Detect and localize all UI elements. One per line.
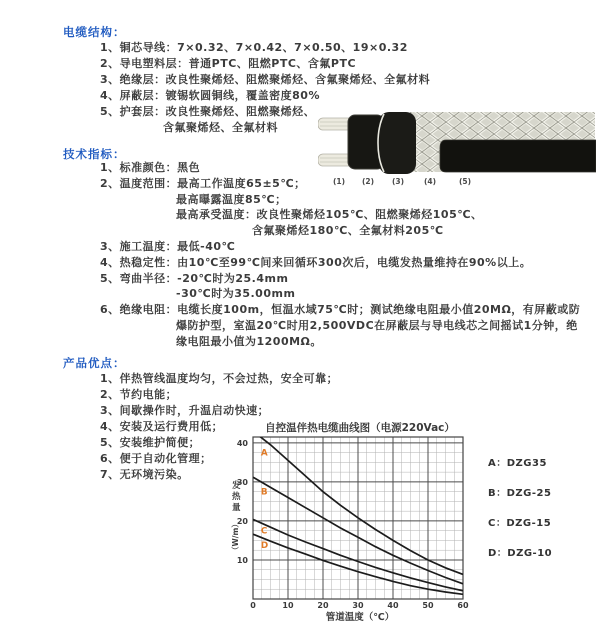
section-heading-tech-specs: 技术指标： xyxy=(63,147,126,161)
legend-row: B：DZG-25 xyxy=(488,488,552,499)
body-line: 2、温度范围：最高工作温度65±5℃； xyxy=(100,176,306,190)
section-heading-advantages: 产品优点： xyxy=(63,356,126,370)
cable-layer-label: (1) xyxy=(333,177,346,186)
cable-layer-label: (5) xyxy=(459,177,472,186)
curve-label-C: C xyxy=(260,526,268,537)
x-tick-label: 10 xyxy=(282,601,294,610)
x-tick-label: 0 xyxy=(250,601,256,610)
body-line: 6、便于自动化管理； xyxy=(100,452,212,465)
body-line: 4、热稳定性：由10℃至99℃间来回循环300次后，电缆发热量维持在90%以上。 xyxy=(100,255,532,269)
y-tick-label: 40 xyxy=(236,438,248,448)
body-line: 最高曝露温度85℃； xyxy=(176,192,287,206)
body-line: 3、绝缘层：改良性聚烯烃、阻燃聚烯烃、含氟聚烯烃、全氟材料 xyxy=(100,73,431,86)
x-tick-label: 20 xyxy=(317,601,329,610)
heating-curve-chart xyxy=(225,418,600,624)
legend-row: C：DZG-15 xyxy=(488,518,552,529)
cable-layer-label: (4) xyxy=(424,177,437,186)
x-tick-label: 30 xyxy=(352,601,364,610)
body-line: 3、间歇操作时，升温启动快速； xyxy=(100,404,270,417)
chart-title: 自控温伴热电缆曲线图（电源220Vac） xyxy=(265,422,455,434)
x-tick-label: 60 xyxy=(457,601,469,610)
body-line: 1、标准颜色：黑色 xyxy=(100,161,201,174)
y-tick-label: 30 xyxy=(236,477,248,487)
legend-row: A：DZG35 xyxy=(488,458,547,469)
body-line: 最高承受温度：改良性聚烯烃105℃、阻燃聚烯烃105℃、 xyxy=(176,208,483,222)
y-axis-label: 量 xyxy=(232,503,241,513)
legend-row: D：DZG-10 xyxy=(488,548,553,559)
cable-layer-label: (3) xyxy=(392,177,405,186)
y-tick-label: 10 xyxy=(236,555,248,565)
body-line: 5、弯曲半径：-20℃时为25.4mm xyxy=(100,271,289,285)
body-line: 爆防护型，室温20℃时用2,500VDC在屏蔽层与导电线芯之间摇试1分钟，绝 xyxy=(176,318,578,332)
body-line: 含氟聚烯烃180℃、全氟材料205℃ xyxy=(252,224,444,238)
y-axis-unit: （W/m） xyxy=(231,520,240,554)
y-tick-label: 20 xyxy=(236,516,248,526)
body-line: 1、伴热管线温度均匀，不会过热，安全可靠； xyxy=(100,372,339,385)
section-lines-tech-specs xyxy=(100,160,580,350)
x-axis-label: 管道温度（℃） xyxy=(325,612,395,623)
cable-layer-label: (2) xyxy=(362,177,375,186)
body-line: 4、屏蔽层：镀锡软圆铜线，覆盖密度80% xyxy=(100,89,320,102)
chart-legend xyxy=(488,454,552,574)
body-line: 缘电阻最小值为1200MΩ。 xyxy=(176,334,322,348)
y-axis-label: 热 xyxy=(232,492,241,502)
body-line: 5、护套层：改良性聚烯烃、阻燃聚烯烃、 xyxy=(100,105,316,118)
body-line: 6、绝缘电阻：电缆长度100m，恒温水域75℃时；测试绝缘电阻最小值20MΩ，有屏蔽或防 xyxy=(100,303,581,317)
body-line: 含氟聚烯烃、全氟材料 xyxy=(163,121,278,134)
body-line: 4、安装及运行费用低； xyxy=(100,420,224,433)
heating-curve-chart-svg xyxy=(225,418,477,624)
body-line: 2、节约电能； xyxy=(100,388,178,401)
body-line: 2、导电塑料层：普通PTC、阻燃PTC、含氟PTC xyxy=(100,57,357,70)
body-line: 1、铜芯导线：7×0.32、7×0.42、7×0.50、19×0.32 xyxy=(100,41,408,54)
body-line: 7、无环境污染。 xyxy=(100,468,189,481)
body-line: -30℃时为35.00mm xyxy=(176,287,296,301)
y-axis-label: 发 xyxy=(232,481,241,491)
x-tick-label: 40 xyxy=(387,601,399,610)
section-heading-cable-structure: 电缆结构： xyxy=(63,25,126,39)
body-line: 5、安装维护简便； xyxy=(100,436,201,449)
curve-label-B: B xyxy=(260,487,268,498)
curve-label-A: A xyxy=(260,448,268,459)
curve-label-D: D xyxy=(260,540,269,551)
x-tick-label: 50 xyxy=(422,601,434,610)
body-line: 3、施工温度：最低-40℃ xyxy=(100,239,236,253)
